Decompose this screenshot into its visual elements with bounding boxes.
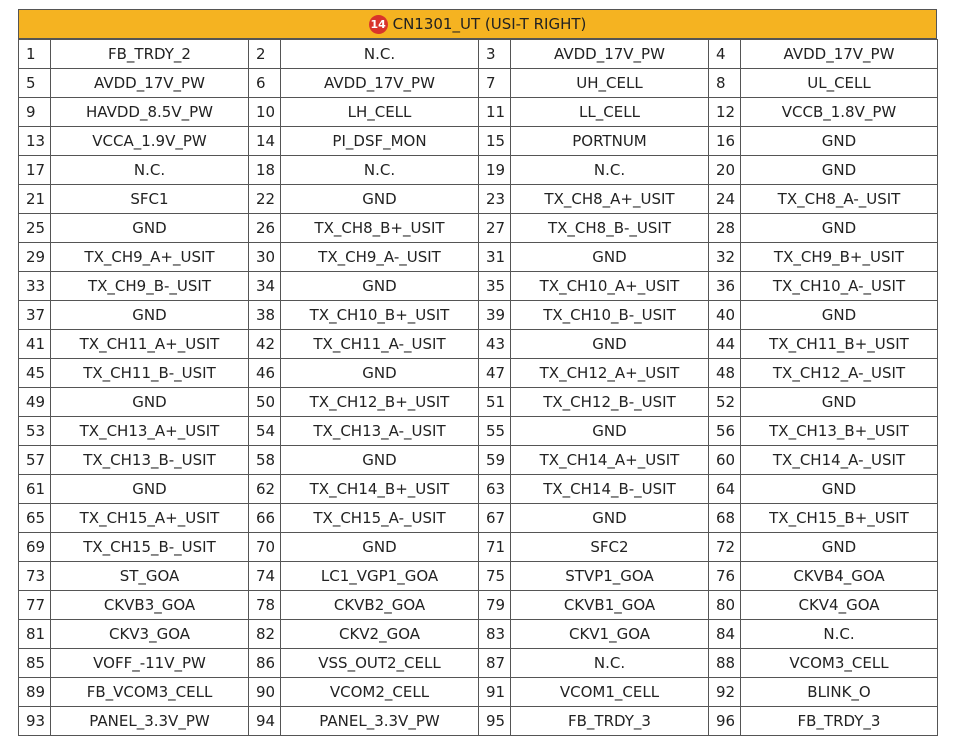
pin-number: 78 bbox=[249, 591, 281, 620]
pin-number: 24 bbox=[709, 185, 741, 214]
pin-signal: SFC2 bbox=[511, 533, 709, 562]
pin-number: 22 bbox=[249, 185, 281, 214]
table-row bbox=[19, 649, 938, 678]
pin-number: 86 bbox=[249, 649, 281, 678]
pin-signal: AVDD_17V_PW bbox=[741, 40, 938, 69]
table-row bbox=[19, 301, 938, 330]
pin-number: 48 bbox=[709, 359, 741, 388]
pin-number: 79 bbox=[479, 591, 511, 620]
pin-number: 23 bbox=[479, 185, 511, 214]
pin-signal: TX_CH12_A-_USIT bbox=[741, 359, 938, 388]
pinout-table-container bbox=[18, 9, 937, 736]
pin-number: 45 bbox=[19, 359, 51, 388]
pin-number: 3 bbox=[479, 40, 511, 69]
pin-signal: GND bbox=[511, 417, 709, 446]
pin-number: 50 bbox=[249, 388, 281, 417]
pin-signal: CKV1_GOA bbox=[511, 620, 709, 649]
pin-number: 41 bbox=[19, 330, 51, 359]
pin-signal: VCOM1_CELL bbox=[511, 678, 709, 707]
pin-number: 26 bbox=[249, 214, 281, 243]
pin-number: 33 bbox=[19, 272, 51, 301]
pin-number: 7 bbox=[479, 69, 511, 98]
pin-signal: TX_CH14_A+_USIT bbox=[511, 446, 709, 475]
pin-signal: N.C. bbox=[511, 649, 709, 678]
pin-signal: TX_CH14_B+_USIT bbox=[281, 475, 479, 504]
pin-number: 59 bbox=[479, 446, 511, 475]
pin-number: 95 bbox=[479, 707, 511, 736]
table-row bbox=[19, 707, 938, 736]
pin-number: 2 bbox=[249, 40, 281, 69]
pin-signal: CKVB3_GOA bbox=[51, 591, 249, 620]
pin-number: 32 bbox=[709, 243, 741, 272]
pin-number: 93 bbox=[19, 707, 51, 736]
pin-signal: PANEL_3.3V_PW bbox=[281, 707, 479, 736]
pin-signal: TX_CH15_B+_USIT bbox=[741, 504, 938, 533]
pin-signal: VSS_OUT2_CELL bbox=[281, 649, 479, 678]
pin-number: 74 bbox=[249, 562, 281, 591]
pin-signal: GND bbox=[51, 214, 249, 243]
pin-signal: VCOM3_CELL bbox=[741, 649, 938, 678]
pin-number: 81 bbox=[19, 620, 51, 649]
pin-number: 21 bbox=[19, 185, 51, 214]
table-row bbox=[19, 417, 938, 446]
pin-number: 85 bbox=[19, 649, 51, 678]
pin-signal: GND bbox=[281, 359, 479, 388]
pin-number: 11 bbox=[479, 98, 511, 127]
pin-signal: TX_CH12_A+_USIT bbox=[511, 359, 709, 388]
pin-number: 51 bbox=[479, 388, 511, 417]
pin-signal: GND bbox=[511, 504, 709, 533]
pin-number: 43 bbox=[479, 330, 511, 359]
pin-number: 67 bbox=[479, 504, 511, 533]
pin-signal: UH_CELL bbox=[511, 69, 709, 98]
pin-signal: TX_CH12_B-_USIT bbox=[511, 388, 709, 417]
pin-number: 57 bbox=[19, 446, 51, 475]
pin-signal: ST_GOA bbox=[51, 562, 249, 591]
pin-number: 49 bbox=[19, 388, 51, 417]
pin-signal: AVDD_17V_PW bbox=[51, 69, 249, 98]
pin-number: 63 bbox=[479, 475, 511, 504]
pin-number: 53 bbox=[19, 417, 51, 446]
pin-number: 75 bbox=[479, 562, 511, 591]
pin-signal: TX_CH11_A-_USIT bbox=[281, 330, 479, 359]
pin-number: 66 bbox=[249, 504, 281, 533]
pin-signal: TX_CH15_A-_USIT bbox=[281, 504, 479, 533]
pinout-table-body bbox=[19, 40, 938, 736]
pin-signal: TX_CH8_A-_USIT bbox=[741, 185, 938, 214]
pin-number: 40 bbox=[709, 301, 741, 330]
pin-number: 60 bbox=[709, 446, 741, 475]
pin-signal: LL_CELL bbox=[511, 98, 709, 127]
pin-number: 84 bbox=[709, 620, 741, 649]
pin-signal: UL_CELL bbox=[741, 69, 938, 98]
pin-signal: VCCA_1.9V_PW bbox=[51, 127, 249, 156]
pin-number: 71 bbox=[479, 533, 511, 562]
pin-number: 18 bbox=[249, 156, 281, 185]
pin-number: 16 bbox=[709, 127, 741, 156]
pin-signal: STVP1_GOA bbox=[511, 562, 709, 591]
pin-number: 76 bbox=[709, 562, 741, 591]
pin-signal: N.C. bbox=[511, 156, 709, 185]
pin-number: 13 bbox=[19, 127, 51, 156]
connector-title: CN1301_UT (USI-T RIGHT) bbox=[392, 15, 587, 33]
table-row bbox=[19, 243, 938, 272]
pin-number: 25 bbox=[19, 214, 51, 243]
pin-signal: LC1_VGP1_GOA bbox=[281, 562, 479, 591]
pin-number: 65 bbox=[19, 504, 51, 533]
table-header bbox=[18, 9, 937, 39]
pin-number: 56 bbox=[709, 417, 741, 446]
table-row bbox=[19, 678, 938, 707]
pin-signal: TX_CH8_A+_USIT bbox=[511, 185, 709, 214]
pin-signal: TX_CH9_B-_USIT bbox=[51, 272, 249, 301]
pin-number: 92 bbox=[709, 678, 741, 707]
pin-signal: TX_CH14_A-_USIT bbox=[741, 446, 938, 475]
pin-signal: CKV3_GOA bbox=[51, 620, 249, 649]
pin-signal: TX_CH11_B+_USIT bbox=[741, 330, 938, 359]
pin-signal: AVDD_17V_PW bbox=[281, 69, 479, 98]
pin-number: 91 bbox=[479, 678, 511, 707]
pin-signal: TX_CH14_B-_USIT bbox=[511, 475, 709, 504]
pin-number: 14 bbox=[249, 127, 281, 156]
pin-number: 62 bbox=[249, 475, 281, 504]
pin-number: 19 bbox=[479, 156, 511, 185]
pin-number: 87 bbox=[479, 649, 511, 678]
pin-signal: N.C. bbox=[281, 40, 479, 69]
pin-number: 90 bbox=[249, 678, 281, 707]
pin-signal: TX_CH9_B+_USIT bbox=[741, 243, 938, 272]
pin-number: 9 bbox=[19, 98, 51, 127]
section-number-badge: 14 bbox=[369, 15, 388, 34]
pin-number: 47 bbox=[479, 359, 511, 388]
pin-number: 44 bbox=[709, 330, 741, 359]
table-row bbox=[19, 591, 938, 620]
pin-signal: CKV2_GOA bbox=[281, 620, 479, 649]
pin-number: 83 bbox=[479, 620, 511, 649]
pin-signal: TX_CH8_B+_USIT bbox=[281, 214, 479, 243]
pin-number: 30 bbox=[249, 243, 281, 272]
pin-signal: TX_CH13_A+_USIT bbox=[51, 417, 249, 446]
pin-number: 4 bbox=[709, 40, 741, 69]
table-row bbox=[19, 272, 938, 301]
pin-number: 58 bbox=[249, 446, 281, 475]
pin-signal: N.C. bbox=[281, 156, 479, 185]
pin-signal: TX_CH8_B-_USIT bbox=[511, 214, 709, 243]
pin-number: 80 bbox=[709, 591, 741, 620]
table-row bbox=[19, 504, 938, 533]
pin-signal: TX_CH10_B+_USIT bbox=[281, 301, 479, 330]
pin-number: 72 bbox=[709, 533, 741, 562]
pin-signal: GND bbox=[281, 272, 479, 301]
pin-signal: TX_CH9_A-_USIT bbox=[281, 243, 479, 272]
pin-number: 35 bbox=[479, 272, 511, 301]
pin-signal: VCOM2_CELL bbox=[281, 678, 479, 707]
pin-number: 55 bbox=[479, 417, 511, 446]
pin-number: 69 bbox=[19, 533, 51, 562]
table-row bbox=[19, 69, 938, 98]
table-row bbox=[19, 98, 938, 127]
table-row bbox=[19, 620, 938, 649]
pin-signal: AVDD_17V_PW bbox=[511, 40, 709, 69]
pin-signal: N.C. bbox=[741, 620, 938, 649]
pin-signal: FB_TRDY_3 bbox=[511, 707, 709, 736]
pin-signal: PANEL_3.3V_PW bbox=[51, 707, 249, 736]
pin-number: 38 bbox=[249, 301, 281, 330]
pin-signal: PORTNUM bbox=[511, 127, 709, 156]
pin-signal: CKV4_GOA bbox=[741, 591, 938, 620]
table-row bbox=[19, 156, 938, 185]
pin-number: 64 bbox=[709, 475, 741, 504]
pin-signal: GND bbox=[511, 243, 709, 272]
pin-signal: FB_TRDY_2 bbox=[51, 40, 249, 69]
pin-signal: TX_CH10_A-_USIT bbox=[741, 272, 938, 301]
pin-signal: TX_CH10_A+_USIT bbox=[511, 272, 709, 301]
pin-signal: GND bbox=[281, 185, 479, 214]
pin-number: 54 bbox=[249, 417, 281, 446]
pin-number: 5 bbox=[19, 69, 51, 98]
pin-number: 42 bbox=[249, 330, 281, 359]
pin-signal: GND bbox=[741, 156, 938, 185]
pin-number: 6 bbox=[249, 69, 281, 98]
pin-signal: CKVB4_GOA bbox=[741, 562, 938, 591]
pin-signal: TX_CH11_A+_USIT bbox=[51, 330, 249, 359]
pin-number: 31 bbox=[479, 243, 511, 272]
table-row bbox=[19, 214, 938, 243]
pin-number: 89 bbox=[19, 678, 51, 707]
pin-signal: GND bbox=[281, 533, 479, 562]
pin-number: 39 bbox=[479, 301, 511, 330]
pin-number: 29 bbox=[19, 243, 51, 272]
pin-number: 88 bbox=[709, 649, 741, 678]
table-row bbox=[19, 475, 938, 504]
pin-number: 8 bbox=[709, 69, 741, 98]
pin-number: 82 bbox=[249, 620, 281, 649]
pin-signal: TX_CH13_B-_USIT bbox=[51, 446, 249, 475]
pin-signal: GND bbox=[741, 214, 938, 243]
pin-number: 36 bbox=[709, 272, 741, 301]
pin-signal: BLINK_O bbox=[741, 678, 938, 707]
pin-number: 52 bbox=[709, 388, 741, 417]
pin-signal: GND bbox=[51, 388, 249, 417]
pin-number: 73 bbox=[19, 562, 51, 591]
pin-signal: HAVDD_8.5V_PW bbox=[51, 98, 249, 127]
pin-number: 27 bbox=[479, 214, 511, 243]
pin-signal: LH_CELL bbox=[281, 98, 479, 127]
pin-number: 34 bbox=[249, 272, 281, 301]
pin-number: 10 bbox=[249, 98, 281, 127]
pin-number: 94 bbox=[249, 707, 281, 736]
pin-signal: TX_CH13_A-_USIT bbox=[281, 417, 479, 446]
pin-signal: TX_CH13_B+_USIT bbox=[741, 417, 938, 446]
pin-number: 61 bbox=[19, 475, 51, 504]
pin-signal: GND bbox=[281, 446, 479, 475]
pin-signal: N.C. bbox=[51, 156, 249, 185]
table-row bbox=[19, 562, 938, 591]
pinout-table bbox=[18, 39, 938, 736]
pin-signal: GND bbox=[741, 127, 938, 156]
pin-signal: GND bbox=[511, 330, 709, 359]
table-row bbox=[19, 127, 938, 156]
pin-signal: GND bbox=[741, 533, 938, 562]
pin-signal: GND bbox=[741, 475, 938, 504]
pin-number: 15 bbox=[479, 127, 511, 156]
pin-number: 12 bbox=[709, 98, 741, 127]
pin-signal: GND bbox=[51, 301, 249, 330]
pin-signal: FB_TRDY_3 bbox=[741, 707, 938, 736]
pin-signal: CKVB2_GOA bbox=[281, 591, 479, 620]
pin-signal: VOFF_-11V_PW bbox=[51, 649, 249, 678]
pin-signal: GND bbox=[741, 388, 938, 417]
pin-signal: TX_CH10_B-_USIT bbox=[511, 301, 709, 330]
pin-signal: TX_CH11_B-_USIT bbox=[51, 359, 249, 388]
pin-signal: PI_DSF_MON bbox=[281, 127, 479, 156]
pin-number: 37 bbox=[19, 301, 51, 330]
pin-number: 28 bbox=[709, 214, 741, 243]
table-row bbox=[19, 40, 938, 69]
pin-signal: FB_VCOM3_CELL bbox=[51, 678, 249, 707]
pin-number: 77 bbox=[19, 591, 51, 620]
pin-signal: CKVB1_GOA bbox=[511, 591, 709, 620]
pin-signal: TX_CH15_B-_USIT bbox=[51, 533, 249, 562]
table-row bbox=[19, 388, 938, 417]
pin-signal: SFC1 bbox=[51, 185, 249, 214]
pin-signal: GND bbox=[51, 475, 249, 504]
pin-number: 96 bbox=[709, 707, 741, 736]
pin-number: 46 bbox=[249, 359, 281, 388]
pin-signal: GND bbox=[741, 301, 938, 330]
pin-signal: TX_CH9_A+_USIT bbox=[51, 243, 249, 272]
pin-number: 20 bbox=[709, 156, 741, 185]
table-row bbox=[19, 533, 938, 562]
pin-number: 1 bbox=[19, 40, 51, 69]
table-row bbox=[19, 359, 938, 388]
table-row bbox=[19, 185, 938, 214]
table-row bbox=[19, 446, 938, 475]
table-row bbox=[19, 330, 938, 359]
pin-signal: TX_CH15_A+_USIT bbox=[51, 504, 249, 533]
pin-signal: TX_CH12_B+_USIT bbox=[281, 388, 479, 417]
pin-number: 17 bbox=[19, 156, 51, 185]
pin-signal: VCCB_1.8V_PW bbox=[741, 98, 938, 127]
pin-number: 70 bbox=[249, 533, 281, 562]
pin-number: 68 bbox=[709, 504, 741, 533]
